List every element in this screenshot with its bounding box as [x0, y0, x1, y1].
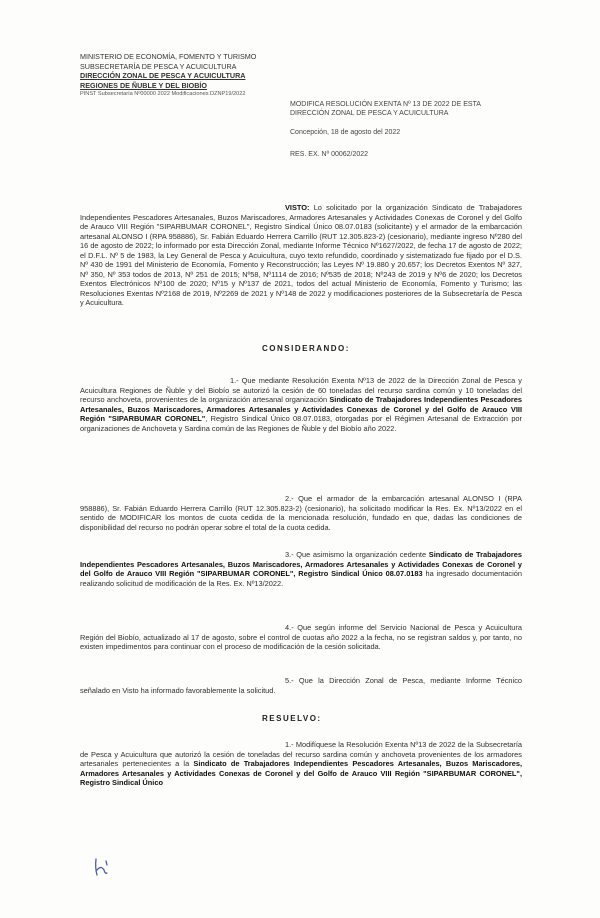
considerando-1-text-b: , Registro Sindical Único 08.07.0183, otorgadas por el Régimen Artesanal de Extracción por organizaciones de Anchoveta y Sardina común de las Regiones de Ñuble y del Biobío año 2022.: [80, 414, 523, 433]
considerando-3-text-b: ha ingresado documentación realizando solicitud de modificación de la Res. Ex. Nº13/2022.: [80, 569, 522, 588]
visto-text: Lo solicitado por la organización Sindicato de Trabajadores Independientes Pescadores Artesanales, Buzos Mariscadores, Armadores Artesanales y Actividades Conexas de Coronel y del Golfo de Arauco VIII Región "SIPARBUMAR CORONEL", Registro Sindical Único 08.07.0183 (solicitante) y el armador de la embarcación artesanal ALONSO I (RPA 958886), Sr. Fabián Eduardo Herrera Carrillo (RUT 12.305.823-2) (cesionario), mediante ingreso Nº280 del 16 de agosto de 2022; lo informado por esta Dirección Zonal, mediante Informe Técnico Nº1627/2022, de fecha 17 de agosto de 2022; el D.F.L. Nº 5 de 1983, la Ley General de Pesca y Acuicultura, cuyo texto refundido, coordinado y sistematizado fue fijado por el D.S. Nº 430 de 1991 del Ministerio de Economía, Fomento y Reconstrucción; las Leyes Nº 19.880 y 20.657; los Decretos Exentos Nº 327, Nº 350, Nº 353 todos de 2013, Nº 251 de 2015; Nº58, Nº1114 de 2016; Nº535 de 2018; Nº243 de 2019 y Nº6 de 2020; los Decretos Exentos Electrónicos Nº100 de 2020; Nº15 y Nº137 de 2021, todos del actual Ministerio de Economía, Fomento y Turismo; las Resoluciones Exentas Nº2168 de 2019, Nº2269 de 2021 y Nº148 de 2022 y modificaciones posteriores de la Subsecretaría de Pesca y Acuicultura.: [80, 203, 522, 307]
header-regiones: REGIONES DE ÑUBLE Y DEL BIOBÍO: [80, 80, 208, 90]
resuelvo-1-org: Sindicato de Trabajadores Independientes Pescadores Artesanales, Buzos Mariscadores, Armadores Artesanales y Actividades Conexas de Coronel y del Golfo de Arauco VIII Región "SIPARBUMAR CORONEL", Registro Sindical Único: [80, 759, 522, 787]
institution-header: [80, 52, 380, 100]
considerando-3-text-a: 3.- Que asimismo la organización cedente: [285, 550, 429, 559]
resolution-place-date: Concepción, 18 de agosto del 2022: [290, 129, 401, 136]
resuelvo-1-text-a: 1.- Modifíquese la Resolución Exenta Nº13 de 2022 de la Subsecretaría de Pesca y Acuicultura que autorizó la cesión de toneladas del recurso sardina común y anchoveta provenientes de los armadores artesanales pertenecientes a la: [80, 740, 522, 768]
resuelvo-heading: RESUELVO:: [262, 714, 322, 723]
considerando-5: [80, 676, 522, 695]
considerando-2: [80, 494, 522, 532]
handwritten-initials-mark: [92, 856, 112, 878]
header-direccion-zonal: DIRECCIÓN ZONAL DE PESCA Y ACUICULTURA: [80, 71, 246, 81]
resolution-title-line2: DIRECCIÓN ZONAL DE PESCA Y ACUICULTURA: [290, 110, 449, 118]
considerando-2-text: 2.- Que el armador de la embarcación artesanal ALONSO I (RPA 958886), Sr. Fabián Eduardo Herrera Carrillo (RUT 12.305.823-2) (cesionario), ha solicitado modificar la Res. Ex. Nº13/2022 en el sentido de MODIFICAR los montos de cuota cedida de la mencionada resolución, fundado en que, dadas las condiciones de disponibilidad del recurso no podrán operar sobre el total de la cuota cedida.: [80, 494, 522, 532]
considerando-3: [80, 550, 522, 588]
considerando-heading: CONSIDERANDO:: [262, 344, 350, 353]
visto-lead: VISTO:: [285, 203, 310, 212]
resolution-title-line1: MODIFICA RESOLUCIÓN EXENTA Nº 13 DE 2022 DE ESTA: [290, 101, 481, 108]
header-subsecretaria: SUBSECRETARÍA DE PESCA Y ACUICULTURA: [80, 61, 237, 71]
resolution-number: RES. EX. Nº 00062/2022: [290, 151, 369, 158]
considerando-4: [80, 623, 522, 652]
resolution-title: [290, 100, 550, 119]
considerando-1: [80, 376, 522, 433]
considerando-1-org: Sindicato de Trabajadores Independientes Pescadores Artesanales, Buzos Mariscadores, Armadores Artesanales y Actividades Conexas de Coronel y del Golfo de Arauco VIII Región "SIPARBUMAR CORONEL": [80, 395, 522, 423]
header-ministry: MINISTERIO DE ECONOMÍA, FOMENTO Y TURISMO: [80, 52, 257, 61]
considerando-4-text: 4.- Que según informe del Servicio Nacional de Pesca y Acuicultura Región del Biobío, actualizado al 17 de agosto, sobre el control de cuotas año 2022 a la fecha, no se registran saldos y, por tanto, no existen impedimentos para continuar con el proceso de modificación de la cesión solicitada.: [80, 623, 522, 651]
header-reference: PINST Subsecretaría Nº00000 2022 Modificaciones DZNP19/2022: [80, 91, 246, 98]
considerando-3-org: Sindicato de Trabajadores Independientes Pescadores Artesanales, Buzos Mariscadores, Armadores Artesanales y Actividades Conexas de Coronel y del Golfo de Arauco VIII Región "SIPARBUMAR CORONEL", Registro Sindical Único 08.07.0183: [80, 550, 522, 578]
resuelvo-1: [80, 740, 522, 788]
visto-paragraph: [80, 203, 522, 308]
considerando-1-text-a: 1.- Que mediante Resolución Exenta Nº13 de 2022 de la Dirección Zonal de Pesca y Acuicultura Regiones de Ñuble y del Biobío se autorizó la cesión de 60 toneladas del recurso sardina común y 10 toneladas del recurso anchoveta, provenientes de la organización artesanal organización: [80, 376, 522, 404]
considerando-5-text: 5.- Que la Dirección Zonal de Pesca, mediante Informe Técnico señalado en Visto ha informado favorablemente la solicitud.: [80, 676, 522, 695]
